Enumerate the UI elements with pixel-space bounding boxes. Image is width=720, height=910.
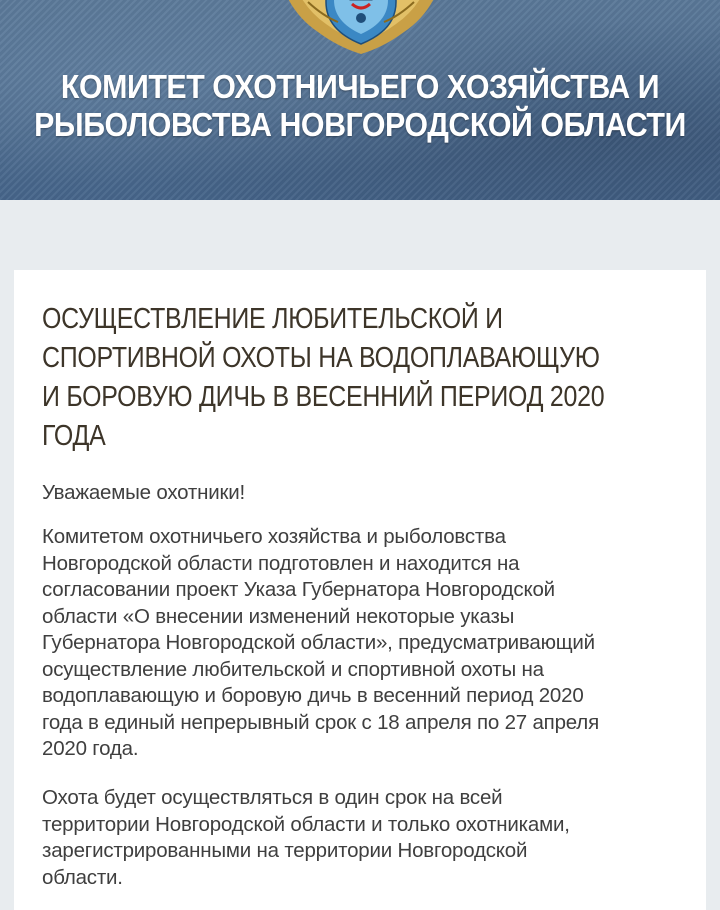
paragraph-line: водоплавающую и боровую дичь в весенний период 2020 (42, 684, 584, 707)
hunting-territory-paragraph (42, 785, 692, 891)
article-card (14, 270, 706, 910)
greeting-paragraph (42, 480, 692, 507)
paragraph-line: области. (42, 865, 123, 889)
committee-title-line: РЫБОЛОВСТВА НОВГОРОДСКОЙ ОБЛАСТИ (34, 106, 686, 143)
paragraph-line: осуществление любительской и спортивной охоты на (42, 657, 544, 681)
article-title-line: И БОРОВУЮ ДИЧЬ В ВЕСЕННИЙ ПЕРИОД 2020 (42, 381, 605, 413)
greeting-text: Уважаемые охотники! (42, 481, 245, 504)
committee-title-line: КОМИТЕТ ОХОТНИЧЬЕГО ХОЗЯЙСТВА И (60, 68, 660, 105)
article-title (42, 300, 678, 456)
article-title-line: СПОРТИВНОЙ ОХОТЫ НА ВОДОПЛАВАЮЩУЮ (42, 342, 600, 374)
coat-of-arms-icon (268, 0, 454, 58)
announcement-paragraph (42, 524, 692, 763)
paragraph-line: года в единый непрерывный срок с 18 апреля по 27 апреля (42, 710, 599, 734)
paragraph-line: Губернатора Новгородской области», предусматривающий (42, 631, 595, 654)
paragraph-line: области «О внесении изменений некоторые указы (42, 604, 515, 628)
paragraph-line: Новгородской области подготовлен и находится на (42, 551, 520, 575)
paragraph-line: 2020 года. (42, 737, 139, 760)
paragraph-line: Комитетом охотничьего хозяйства и рыболовства (42, 525, 506, 548)
committee-title (29, 68, 691, 144)
paragraph-line: согласовании проект Указа Губернатора Новгородской (42, 578, 555, 601)
article-title-line: ГОДА (42, 420, 106, 452)
paragraph-line: Охота будет осуществляться в один срок на всей (42, 786, 503, 809)
paragraph-line: территории Новгородской области и только охотниками, (42, 812, 570, 836)
paragraph-line: зарегистрированными на территории Новгородской (42, 839, 528, 862)
article-title-line: ОСУЩЕСТВЛЕНИЕ ЛЮБИТЕЛЬСКОЙ И (42, 303, 503, 335)
header-banner (0, 0, 720, 200)
